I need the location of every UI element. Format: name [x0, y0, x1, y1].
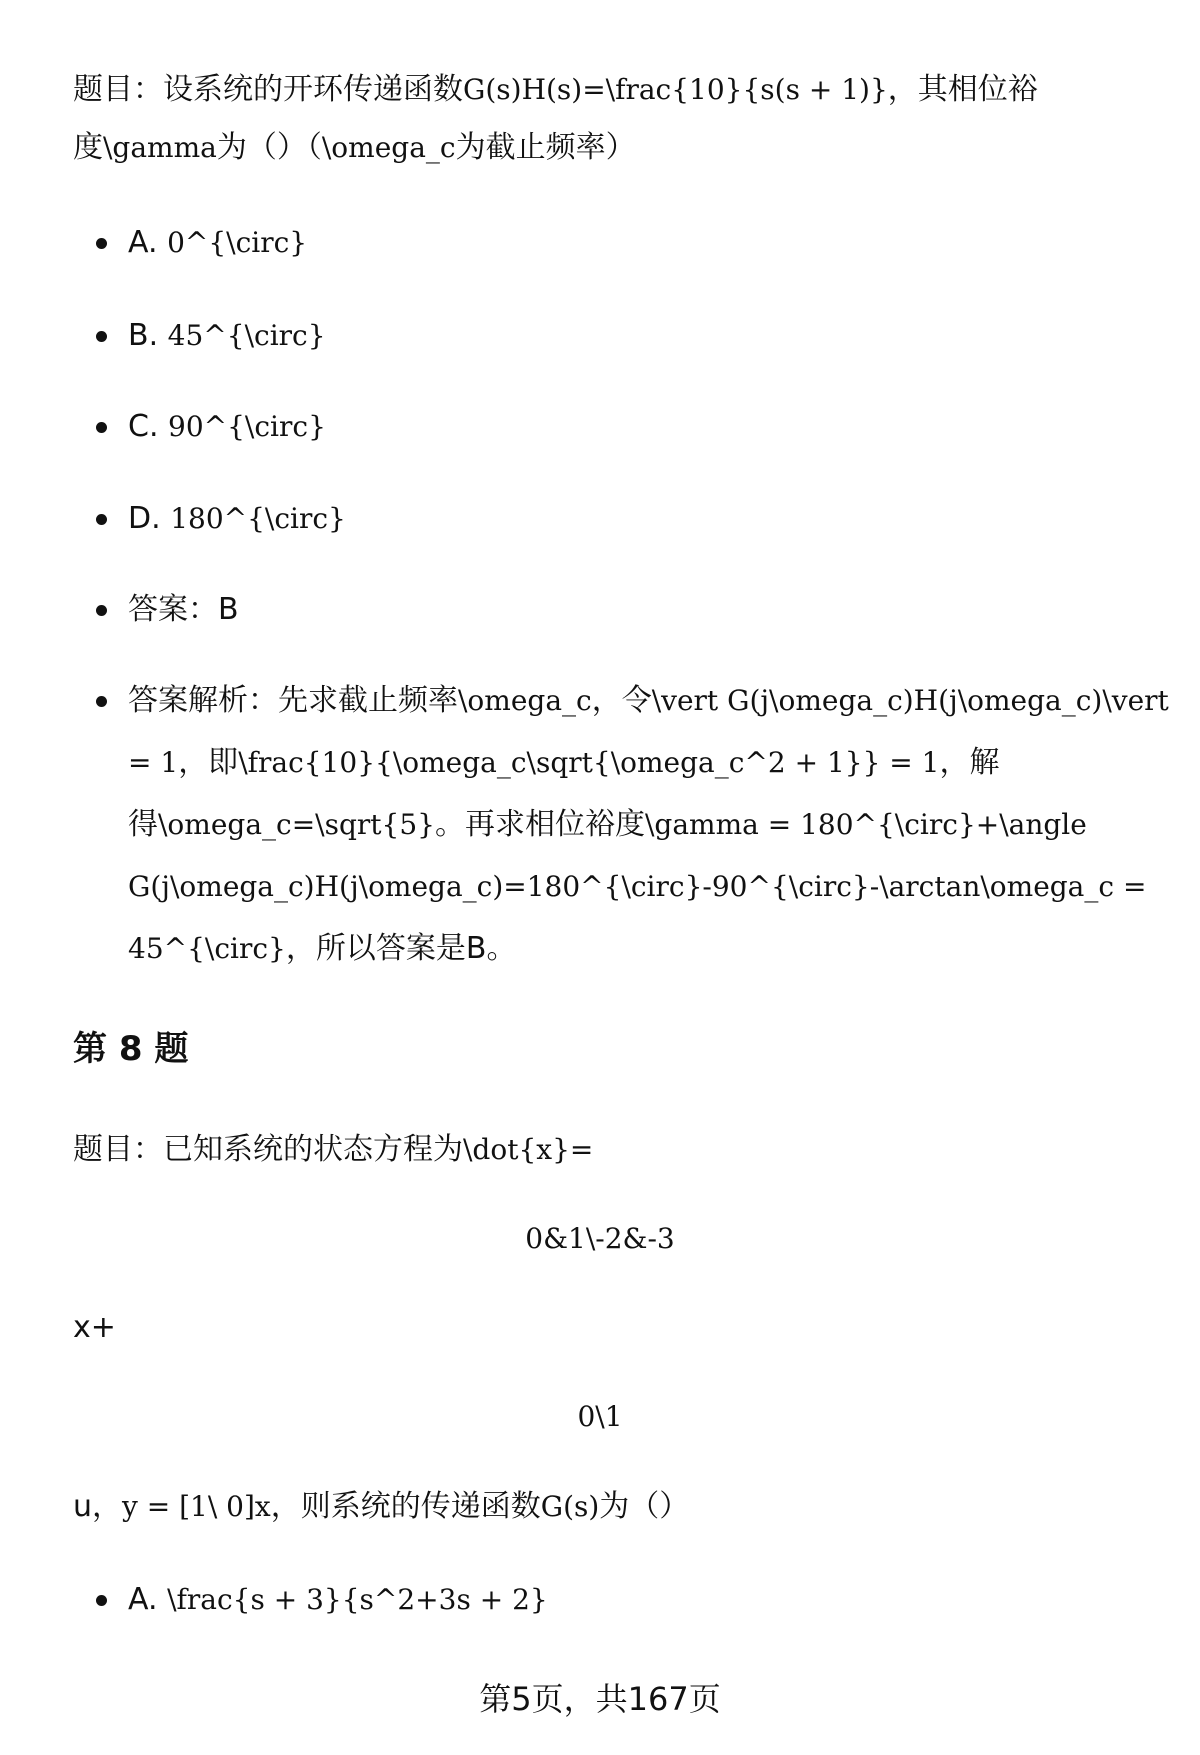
- bullet-icon: [96, 422, 107, 433]
- analysis-math: = 1: [128, 746, 179, 779]
- option-letter: B.: [128, 318, 159, 353]
- q7-stem-text-3: 度: [73, 130, 103, 165]
- q7-stem-text-5: 为截止频率）: [455, 130, 636, 165]
- q7-analysis-line-5: [128, 929, 516, 969]
- q8-stem-math: \dot{x}=: [463, 1133, 594, 1166]
- q8-stem-label: 题目：: [73, 1132, 163, 1167]
- analysis-math-2: \vert G(j\omega_c)H(j\omega_c)\vert: [651, 684, 1169, 717]
- bullet-icon: [96, 514, 107, 525]
- q8-x-plus: x+: [73, 1310, 116, 1345]
- analysis-text: ，所以答案是B。: [285, 931, 517, 966]
- option-math: 180^{\circ}: [170, 502, 346, 535]
- page-footer: 第5页，共167页: [479, 1680, 721, 1718]
- option-math: \frac{s + 3}{s^2+3s + 2}: [167, 1583, 548, 1616]
- bullet-icon: [96, 1595, 107, 1606]
- bullet-icon: [96, 331, 107, 342]
- q7-analysis-line-3: [128, 805, 1087, 845]
- q7-stem-text-4: 为（）（: [216, 130, 322, 165]
- analysis-text: ，即: [178, 745, 239, 780]
- analysis-math: \omega_c=\sqrt{5}: [158, 808, 435, 841]
- q7-analysis-line-2: [128, 743, 999, 783]
- q8-heading: 第 8 题: [73, 1029, 189, 1069]
- option-letter: D.: [128, 501, 161, 536]
- analysis-math: G(j\omega_c)H(j\omega_c)=180^{\circ}-90^{\circ}-\arctan\omega_c =: [128, 870, 1147, 903]
- q7-stem-text: 设系统的开环传递函数: [163, 72, 463, 107]
- q7-stem-text-2: ，其相位裕: [887, 72, 1038, 107]
- q8-y-text: ，则系统的传递函数: [270, 1489, 541, 1524]
- q7-stem-line-1: [73, 70, 1038, 110]
- q7-stem-line-2: [73, 128, 636, 168]
- bullet-icon: [96, 238, 107, 249]
- q8-matrix-a: 0&1\-2&-3: [525, 1222, 675, 1255]
- analysis-text-2: 。再求相位裕度: [434, 807, 645, 842]
- q8-matrix-b: 0\1: [577, 1400, 623, 1433]
- analysis-math: \omega_c: [458, 684, 592, 717]
- option-math: 90^{\circ}: [168, 410, 326, 443]
- bullet-icon: [96, 696, 107, 707]
- q7-stem-math-2: \gamma: [103, 131, 217, 164]
- q8-output-line: [73, 1487, 689, 1527]
- q8-u-text: u，: [73, 1489, 123, 1524]
- q8-stem-text: 已知系统的状态方程为: [163, 1132, 463, 1167]
- bullet-icon: [96, 605, 107, 616]
- q8-g-math: G(s): [540, 1490, 600, 1523]
- analysis-text-2: ，令: [591, 683, 652, 718]
- option-letter: C.: [128, 409, 159, 444]
- q7-stem-label: 题目：: [73, 72, 163, 107]
- option-letter: A.: [128, 1582, 158, 1617]
- answer-text: 答案：B: [128, 592, 239, 627]
- q7-analysis-line-4: [128, 867, 1146, 907]
- q7-stem-math: G(s)H(s)=\frac{10}{s(s + 1)}: [463, 73, 888, 106]
- q8-stem-line-1: [73, 1130, 593, 1170]
- q7-stem-math-3: \omega_c: [321, 131, 456, 164]
- analysis-math-2: \frac{10}{\omega_c\sqrt{\omega_c^2 + 1}} = 1: [238, 746, 940, 779]
- q8-g-text: 为（）: [599, 1489, 690, 1524]
- option-letter: A.: [128, 225, 158, 260]
- analysis-text-2: ，解: [939, 745, 1000, 780]
- analysis-text: 答案解析：先求截止频率: [128, 683, 458, 718]
- analysis-math-2: \gamma = 180^{\circ}+\angle: [644, 808, 1087, 841]
- q8-y-math: y = [1\ 0]x: [122, 1490, 271, 1523]
- option-math: 45^{\circ}: [167, 319, 326, 352]
- analysis-text: 得: [128, 807, 158, 842]
- analysis-math: 45^{\circ}: [128, 932, 286, 965]
- option-math: 0^{\circ}: [167, 226, 308, 259]
